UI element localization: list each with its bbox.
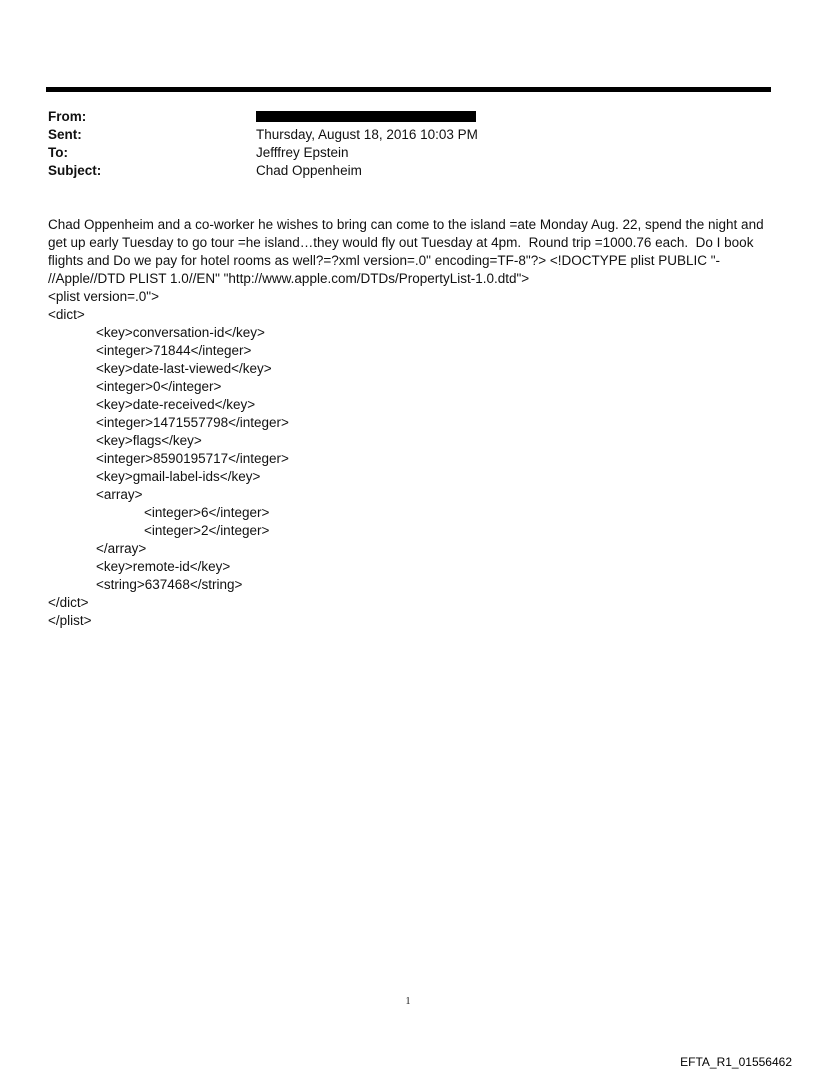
plist-line: <array> [96,487,143,502]
header-rule [46,87,771,92]
subject-label: Subject: [48,163,102,178]
plist-line: <integer>0</integer> [96,379,222,394]
paragraph-line: flights and Do we pay for hotel rooms as well?=?xml version=.0" encoding=TF-8"?> <!DOCTYPE plist PUBLIC "- [48,253,721,268]
plist-line: <key>date-last-viewed</key> [96,361,272,376]
plist-line: <key>flags</key> [96,433,202,448]
plist-line: <plist version=.0"> [48,289,159,304]
subject-value: Chad Oppenheim [256,163,362,178]
plist-line: <key>conversation-id</key> [96,325,265,340]
plist-line: </dict> [48,595,89,610]
plist-line: <integer>1471557798</integer> [96,415,289,430]
plist-line: <integer>2</integer> [144,523,270,538]
plist-line: <integer>6</integer> [144,505,270,520]
plist-line: <integer>8590195717</integer> [96,451,289,466]
email-body [48,216,776,630]
from-value [256,108,768,126]
to-row [48,144,768,162]
sent-value: Thursday, August 18, 2016 10:03 PM [256,127,478,142]
plist-line: <key>date-received</key> [96,397,256,412]
plist-block [48,288,776,630]
plist-line: </plist> [48,613,92,628]
plist-line: </array> [96,541,147,556]
paragraph-line: Chad Oppenheim and a co-worker he wishes to bring can come to the island =ate Monday Aug. 22, spend the night and [48,217,764,232]
email-header [48,108,768,180]
to-value: Jefffrey Epstein [256,145,349,160]
from-row [48,108,768,126]
plist-line: <integer>71844</integer> [96,343,252,358]
plist-line: <dict> [48,307,85,322]
page-number: 1 [405,996,411,1007]
sent-label: Sent: [48,127,82,142]
plist-line: <key>remote-id</key> [96,559,231,574]
paragraph-line: //Apple//DTD PLIST 1.0//EN" "http://www.apple.com/DTDs/PropertyList-1.0.dtd"> [48,271,530,286]
plist-line: <key>gmail-label-ids</key> [96,469,261,484]
to-label: To: [48,145,68,160]
plist-line: <string>637468</string> [96,577,243,592]
redaction-bar [256,111,476,122]
subject-row [48,162,768,180]
paragraph-line: get up early Tuesday to go tour =he island…they would fly out Tuesday at 4pm. Round trip =1000.76 each. Do I book [48,235,754,250]
bates-number: EFTA_R1_01556462 [680,1055,792,1069]
sent-row [48,126,768,144]
from-label: From: [48,109,87,124]
message-paragraph [48,216,776,288]
